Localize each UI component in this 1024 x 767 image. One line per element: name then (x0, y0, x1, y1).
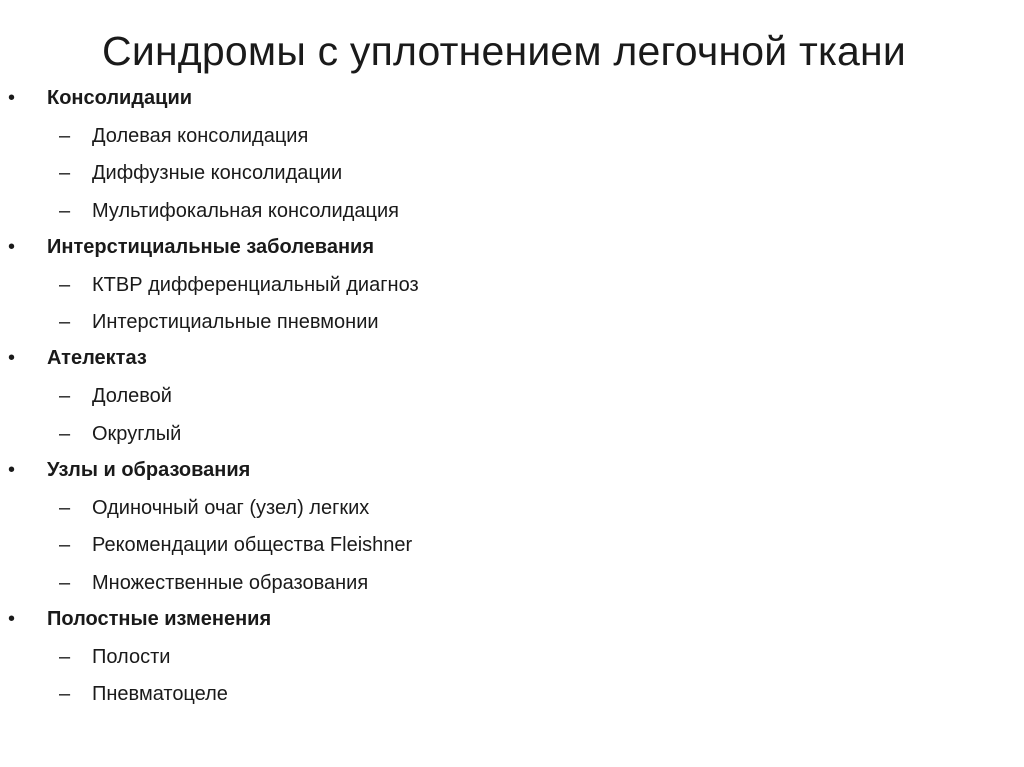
bullet-icon: • (8, 459, 16, 482)
list-item (0, 268, 1024, 305)
list-item (0, 305, 1024, 342)
list-item-label: Интерстициальные пневмонии (92, 311, 379, 334)
list-item (0, 677, 1024, 714)
list-item (0, 156, 1024, 193)
dash-icon: – (59, 273, 71, 296)
sub-list (0, 119, 1024, 231)
bullet-list (0, 82, 1024, 715)
dash-icon: – (59, 311, 71, 334)
list-item-label: Долевой (92, 385, 172, 408)
section-label: Интерстициальные заболевания (47, 235, 374, 258)
section-header (0, 603, 1024, 640)
section-label: Ателектаз (47, 347, 147, 370)
slide-title: Синдромы с уплотнением легочной ткани (102, 28, 906, 74)
list-item-label: Диффузные консолидации (92, 162, 343, 185)
bullet-icon: • (8, 347, 16, 370)
bullet-icon: • (8, 235, 16, 258)
dash-icon: – (59, 162, 71, 185)
list-item-label: Одиночный очаг (узел) легких (92, 497, 370, 520)
dash-icon: – (59, 683, 71, 706)
section-header (0, 454, 1024, 491)
dash-icon: – (59, 497, 71, 520)
list-item (0, 566, 1024, 603)
section (0, 342, 1024, 454)
section (0, 603, 1024, 715)
section-header (0, 342, 1024, 379)
list-item (0, 640, 1024, 677)
section-label: Консолидации (47, 87, 193, 109)
section (0, 231, 1024, 343)
bullet-icon: • (8, 607, 16, 630)
section-label: Узлы и образования (47, 459, 251, 482)
dash-icon: – (59, 199, 71, 222)
sub-list (0, 268, 1024, 343)
list-item (0, 417, 1024, 454)
section-header (0, 231, 1024, 268)
section-header (0, 82, 1024, 119)
dash-icon: – (59, 571, 71, 594)
dash-icon: – (59, 645, 71, 668)
list-item (0, 379, 1024, 416)
list-item (0, 528, 1024, 565)
dash-icon: – (59, 422, 71, 445)
sub-list (0, 491, 1024, 603)
list-item-label: Мультифокальная консолидация (92, 199, 399, 222)
sub-list (0, 640, 1024, 715)
dash-icon: – (59, 385, 71, 408)
dash-icon: – (59, 125, 71, 147)
list-item-label: Рекомендации общества Fleishner (92, 534, 413, 557)
list-item (0, 491, 1024, 528)
list-item (0, 119, 1024, 156)
dash-icon: – (59, 534, 71, 557)
list-item-label: КТВР дифференциальный диагноз (92, 273, 419, 296)
sub-list (0, 379, 1024, 454)
section (0, 82, 1024, 231)
list-item-label: Долевая консолидация (92, 125, 309, 147)
list-item (0, 194, 1024, 231)
list-item-label: Пневматоцеле (92, 683, 228, 706)
list-item-label: Полости (92, 645, 171, 668)
bullet-icon: • (8, 87, 16, 109)
section (0, 454, 1024, 603)
list-item-label: Округлый (92, 422, 182, 445)
section-label: Полостные изменения (47, 607, 272, 630)
list-item-label: Множественные образования (92, 571, 369, 594)
